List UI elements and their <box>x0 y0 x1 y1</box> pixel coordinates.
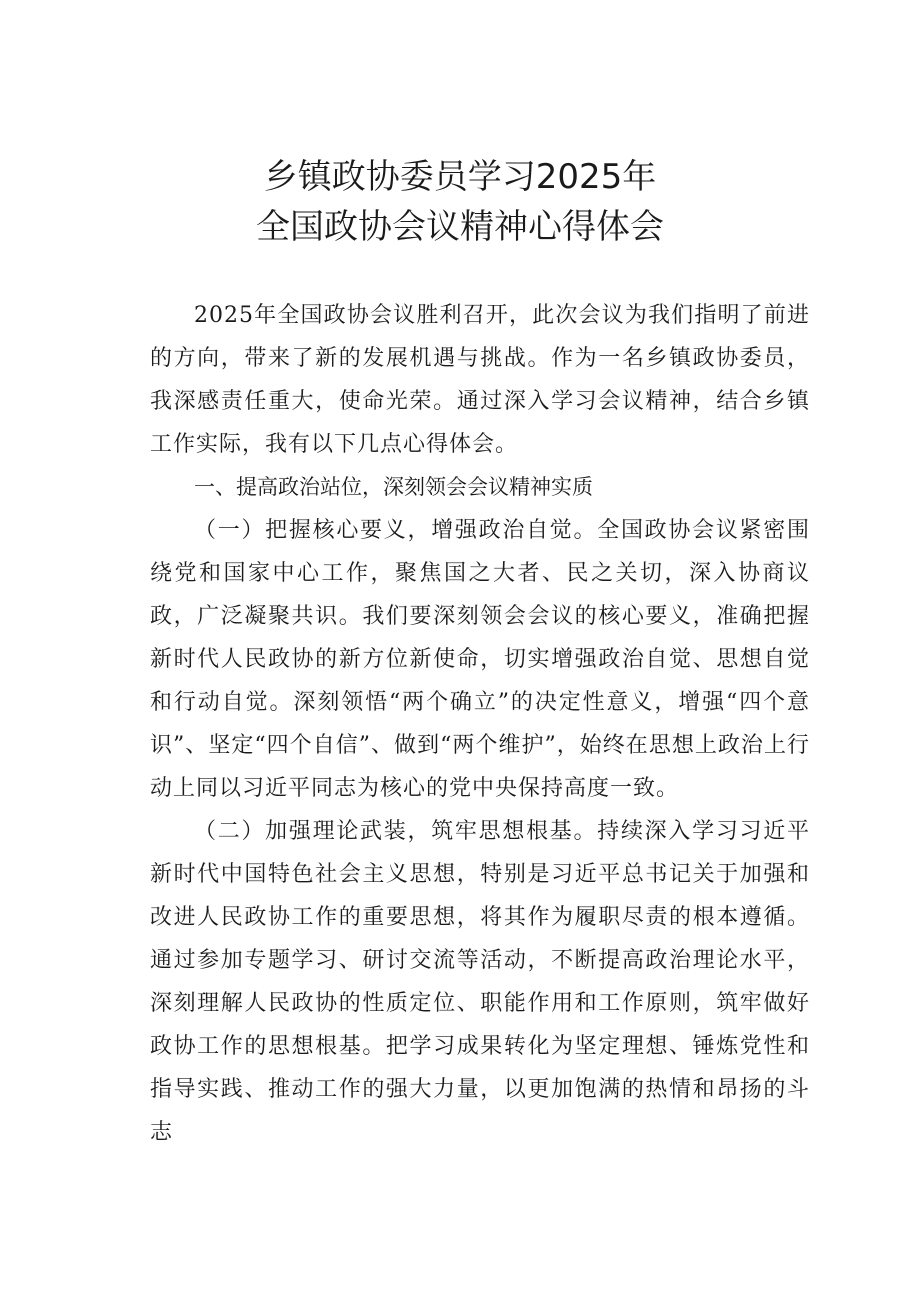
intro-paragraph: 2025年全国政协会议胜利召开，此次会议为我们指明了前进的方向，带来了新的发展机遇与挑战。作为一名乡镇政协委员，我深感责任重大，使命光荣。通过深入学习会议精神，结合乡镇工作实际，我有以下几点心得体会。 <box>150 303 810 457</box>
title-line-1: 乡镇政协委员学习2025年 <box>263 157 657 197</box>
paragraph-1: （一）把握核心要义，增强政治自觉。全国政协会议紧密围绕党和国家中心工作，聚焦国之大者、民之关切，深入协商议政，广泛凝聚共识。我们要深刻领会会议的核心要义，准确把握新时代人民政协的新方位新使命，切实增强政治自觉、思想自觉和行动自觉。深刻领悟“两个确立”的决定性意义，增强“四个意识”、坚定“四个自信”、做到“两个维护”，始终在思想上政治上行动上同以习近平同志为核心的党中央保持高度一致。 <box>150 518 810 801</box>
section-heading-1: 一、提高政治站位，深刻领会会议精神实质 <box>194 475 593 499</box>
document-body <box>150 294 810 1154</box>
title-line-2: 全国政协会议精神心得体会 <box>256 207 664 247</box>
document-title <box>0 152 920 252</box>
paragraph-2: （二）加强理论武装，筑牢思想根基。持续深入学习习近平新时代中国特色社会主义思想，特别是习近平总书记关于加强和改进人民政协工作的重要思想，将其作为履职尽责的根本遵循。通过参加专题学习、研讨交流等活动，不断提高政治理论水平，深刻理解人民政协的性质定位、职能作用和工作原则，筑牢做好政协工作的思想根基。把学习成果转化为坚定理想、锤炼党性和指导实践、推动工作的强大力量，以更加饱满的热情和昂扬的斗志 <box>150 819 810 1145</box>
